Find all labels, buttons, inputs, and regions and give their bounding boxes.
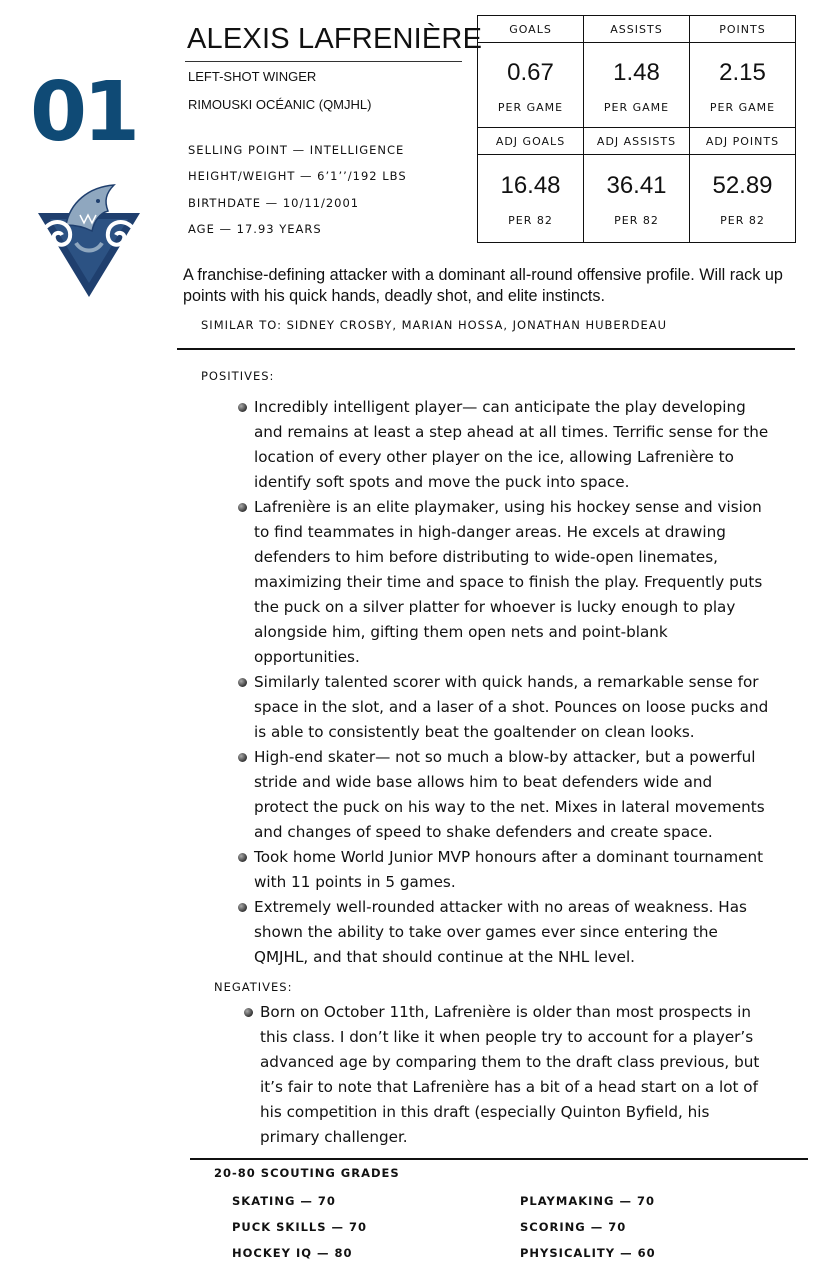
player-position: LEFT-SHOT WINGER (188, 69, 317, 84)
bullet-icon (238, 503, 247, 512)
list-item-text: High-end skater— not so much a blow-by attacker, but a powerful stride and wide base allows him to beat defenders wide and protect the puck on his way to the net. Mixes in lateral movements and changes of speed to shake defenders and create space. (254, 748, 765, 841)
stat-header: ADJ ASSISTS (584, 128, 690, 155)
stat-header: GOALS (478, 16, 584, 43)
stat-cell (690, 43, 796, 128)
similar-players: SIMILAR TO: SIDNEY CROSBY, MARIAN HOSSA, JONATHAN HUBERDEAU (201, 318, 668, 332)
grades-title: 20-80 SCOUTING GRADES (214, 1166, 400, 1180)
stat-cell (690, 155, 796, 243)
grade-playmaking: PLAYMAKING — 70 (520, 1194, 655, 1208)
list-item-text: Incredibly intelligent player— can anticipate the play developing and remains at least a step ahead at all times. Terrific sense for the location of every other player on the ice, allowing Lafrenière to identify soft spots and move the puck into space. (254, 398, 769, 491)
stat-value: 52.89 (712, 172, 773, 199)
negatives-label: NEGATIVES: (214, 980, 293, 994)
list-item (254, 395, 769, 495)
team-logo (36, 183, 142, 299)
positives-label: POSITIVES: (201, 369, 275, 383)
section-divider (190, 1158, 808, 1160)
grade-hockey-iq: HOCKEY IQ — 80 (232, 1246, 353, 1260)
stat-value: 16.48 (500, 172, 561, 199)
negatives-list (260, 1000, 770, 1150)
stat-unit: PER 82 (508, 214, 553, 227)
list-item-text: Born on October 11th, Lafrenière is older than most prospects in this class. I don’t like it when people try to account for a player’s advanced age by comparing them to the draft class previous, but it’s fair to note that Lafrenière has a bit of a head start on a lot of his competition in this draft (especially Quinton Byfield, his primary challenger. (260, 1003, 760, 1146)
list-item-text: Extremely well-rounded attacker with no areas of weakness. Has shown the ability to take over games ever since entering the QMJHL, and that should continue at the NHL level. (254, 898, 747, 966)
stat-unit: PER GAME (603, 100, 670, 114)
birthdate: BIRTHDATE — 10/11/2001 (188, 196, 360, 210)
grade-skating: SKATING — 70 (232, 1194, 336, 1208)
bullet-icon (238, 753, 247, 762)
stat-cell (584, 155, 690, 243)
stat-header: ADJ GOALS (478, 128, 584, 155)
bullet-icon (238, 903, 247, 912)
player-name: ALEXIS LAFRENIÈRE (187, 23, 483, 55)
positives-list (254, 395, 769, 970)
height-weight: HEIGHT/WEIGHT — 6’1’’/192 LBS (188, 169, 407, 183)
bullet-icon (238, 853, 247, 862)
stat-value: 0.67 (507, 58, 554, 86)
age: AGE — 17.93 YEARS (188, 222, 322, 236)
stat-cell (478, 155, 584, 243)
list-item (254, 845, 769, 895)
stat-header: ASSISTS (584, 16, 690, 43)
bullet-icon (238, 678, 247, 687)
grade-scoring: SCORING — 70 (520, 1220, 627, 1234)
name-divider (185, 61, 462, 62)
stat-unit: PER 82 (614, 214, 659, 227)
stat-header: ADJ POINTS (690, 128, 796, 155)
stat-cell (478, 43, 584, 128)
list-item (254, 745, 769, 845)
stat-unit: PER 82 (720, 214, 765, 227)
stat-value: 1.48 (613, 58, 660, 86)
stat-header: POINTS (690, 16, 796, 43)
list-item (254, 895, 769, 970)
list-item-text: Lafrenière is an elite playmaker, using his hockey sense and vision to find teammates in high-danger areas. He excels at drawing defenders to him before distributing to wide-open linemates, maximizing their time and space to finish the play. Frequently puts the puck on a silver platter for whoever is lucky enough to play alongside him, gifting them open nets and point-blank opportunities. (254, 498, 763, 666)
list-item (254, 495, 769, 670)
section-divider (177, 348, 795, 350)
bullet-icon (238, 403, 247, 412)
list-item (260, 1000, 770, 1150)
stat-value: 2.15 (719, 58, 766, 86)
selling-point: SELLING POINT — INTELLIGENCE (188, 143, 405, 157)
stat-unit: PER GAME (497, 100, 564, 114)
grade-physicality: PHYSICALITY — 60 (520, 1246, 656, 1260)
shark-triangle-logo-icon (36, 183, 142, 299)
list-item-text: Similarly talented scorer with quick hands, a remarkable sense for space in the slot, and a laser of a shot. Pounces on loose pucks and is able to consistently beat the goaltender on clean looks. (254, 673, 769, 741)
list-item (254, 670, 769, 745)
stat-value: 36.41 (606, 172, 667, 199)
player-team: RIMOUSKI OCÉANIC (QMJHL) (188, 97, 372, 112)
rank-number: 01 (30, 65, 137, 160)
list-item-text: Took home World Junior MVP honours after a dominant tournament with 11 points in 5 games. (254, 848, 764, 891)
grade-puck-skills: PUCK SKILLS — 70 (232, 1220, 368, 1234)
stats-table (477, 15, 796, 243)
stat-unit: PER GAME (709, 100, 776, 114)
bullet-icon (244, 1008, 253, 1017)
stat-cell (584, 43, 690, 128)
summary-text: A franchise-defining attacker with a dominant all-round offensive profile. Will rack up points with his quick hands, deadly shot, and elite instincts. (183, 266, 783, 305)
